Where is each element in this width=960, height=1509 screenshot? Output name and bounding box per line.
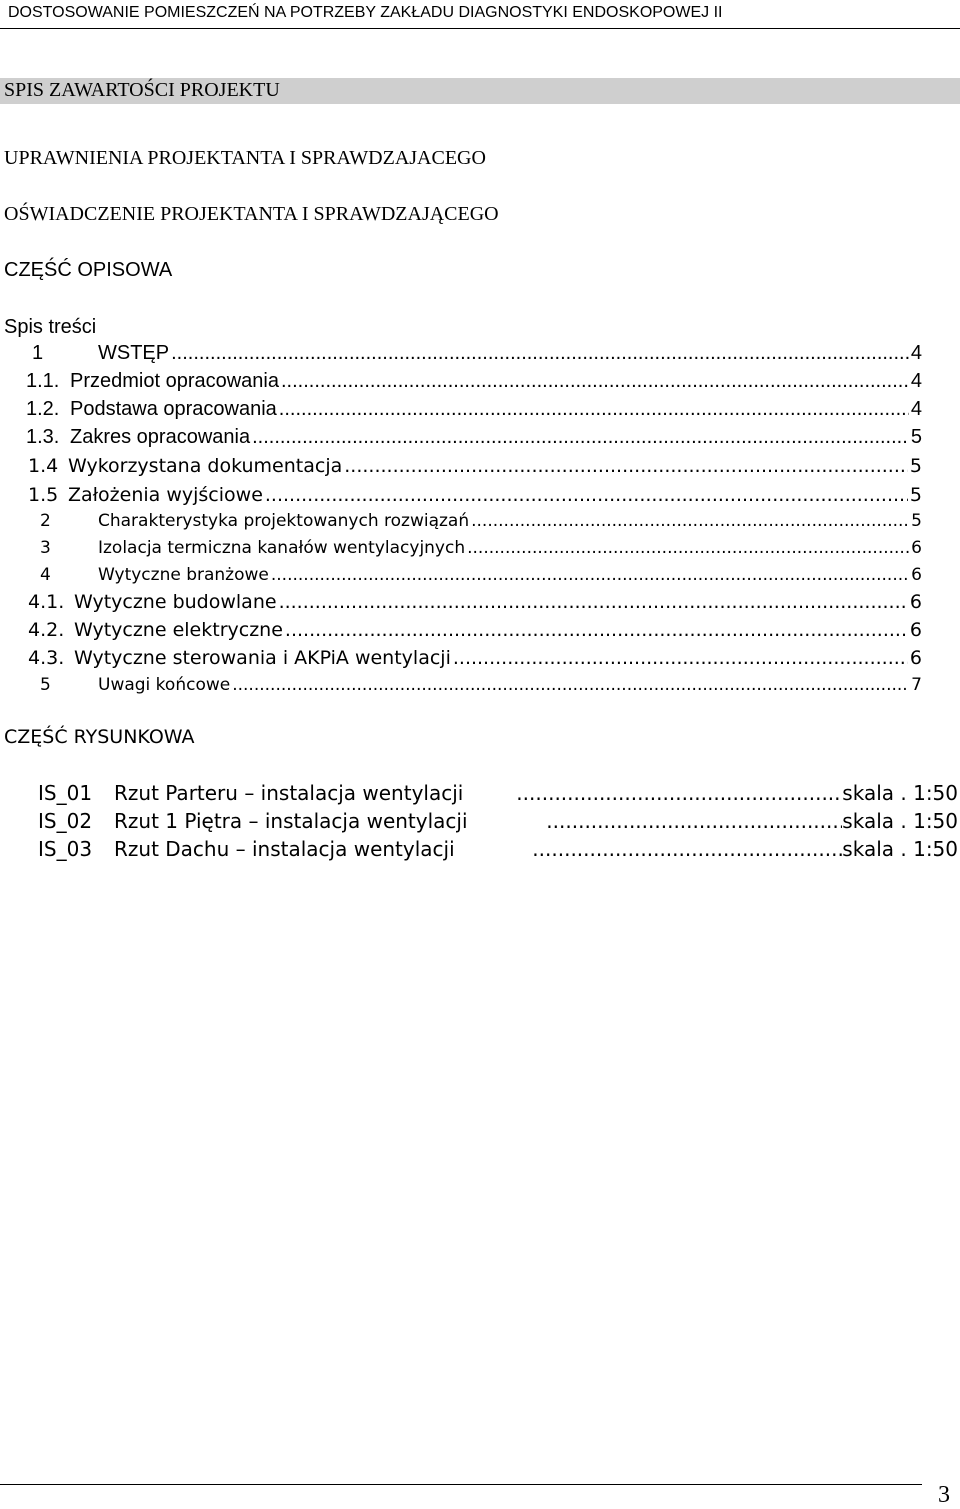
toc-item[interactable] (26, 426, 922, 449)
toc-item-title: Wytyczne budowlane (74, 591, 277, 613)
toc-item[interactable] (26, 398, 922, 421)
toc-item-number: 1.3. (26, 426, 60, 448)
drawing-scale: skala . 1:50 (842, 837, 958, 861)
toc-item-page: 5 (909, 484, 922, 506)
toc-item[interactable] (28, 619, 922, 641)
toc-leader (285, 619, 908, 641)
drawing-scale: skala . 1:50 (842, 781, 958, 805)
drawing-leader (516, 781, 842, 805)
contents-band (0, 78, 960, 104)
toc-item-page: 7 (911, 675, 922, 695)
toc-leader (265, 484, 908, 506)
drawing-scale: skala . 1:50 (842, 809, 958, 833)
toc-item-title: Wykorzystana dokumentacja (68, 455, 343, 477)
toc-leader (232, 675, 909, 695)
toc-item-number: 1.5 (28, 484, 59, 506)
toc-item[interactable] (40, 538, 922, 558)
toc-item-number: 4.2. (28, 619, 65, 641)
header-rule (0, 28, 960, 29)
toc-item-number: 1.2. (26, 398, 60, 420)
document-header-title: DOSTOSOWANIE POMIESZCZEŃ NA POTRZEBY ZAKŁADU DIAGNOSTYKI ENDOSKOPOWEJ II (8, 4, 723, 21)
toc-item-page: 4 (910, 398, 922, 420)
drawing-row[interactable] (38, 837, 958, 861)
toc-item-title: Zakres opracowania (70, 426, 251, 448)
toc-item-page: 5 (910, 426, 922, 448)
toc-leader (467, 538, 909, 558)
toc-item-title: Wytyczne sterowania i AKPiA wentylacji (74, 647, 451, 669)
toc-item[interactable] (32, 342, 922, 365)
toc-item-page: 6 (909, 619, 922, 641)
toc-leader (344, 455, 908, 477)
drawing-title: Rzut Parteru – instalacja wentylacji (114, 781, 464, 805)
toc-item-title: Charakterystyka projektowanych rozwiązań (98, 511, 470, 531)
toc-item-page: 6 (911, 565, 922, 585)
toc-item-number: 1 (32, 342, 44, 364)
toc-item-page: 6 (909, 647, 922, 669)
toc-leader (453, 647, 908, 669)
toc-item[interactable] (28, 455, 922, 477)
toc-item[interactable] (40, 565, 922, 585)
toc-item-page: 6 (911, 538, 922, 558)
toc-leader (279, 398, 909, 421)
drawing-row[interactable] (38, 781, 958, 805)
toc-item-number: 2 (40, 511, 51, 531)
toc-item-number: 5 (40, 675, 51, 695)
drawing-leader (532, 837, 842, 861)
toc-item[interactable] (28, 484, 922, 506)
footer-rule (0, 1484, 922, 1485)
toc-item-title: Izolacja termiczna kanałów wentylacyjnych (98, 538, 466, 558)
toc-item[interactable] (40, 675, 922, 695)
drawing-title: Rzut Dachu – instalacja wentylacji (114, 837, 455, 861)
toc-item-page: 5 (909, 455, 922, 477)
section-uprawnienia: UPRAWNIENIA PROJEKTANTA I SPRAWDZAJACEGO (4, 147, 486, 169)
section-oswiadczenie: OŚWIADCZENIE PROJEKTANTA I SPRAWDZAJĄCEGO (4, 203, 499, 225)
toc-item-title: Wytyczne branżowe (98, 565, 269, 585)
toc-item-page: 4 (910, 342, 922, 364)
drawing-code: IS_02 (38, 809, 93, 833)
toc-item-title: Założenia wyjściowe (68, 484, 263, 506)
toc-item-title: WSTĘP (98, 342, 170, 364)
toc-item-page: 4 (910, 370, 922, 392)
toc-item-number: 3 (40, 538, 51, 558)
section-rysunkowa: CZĘŚĆ RYSUNKOWA (4, 726, 195, 748)
toc-leader (271, 565, 909, 585)
toc-item-title: Wytyczne elektryczne (74, 619, 283, 641)
toc-leader (252, 426, 909, 449)
toc-item-title: Uwagi końcowe (98, 675, 231, 695)
page-number: 3 (938, 1482, 950, 1508)
section-opisowa: CZĘŚĆ OPISOWA (4, 259, 173, 281)
toc-item[interactable] (28, 591, 922, 613)
toc-leader (281, 370, 909, 393)
toc-item[interactable] (28, 647, 922, 669)
drawing-code: IS_03 (38, 837, 93, 861)
drawing-title: Rzut 1 Piętra – instalacja wentylacji (114, 809, 468, 833)
toc-item-title: Podstawa opracowania (70, 398, 277, 420)
toc-item-number: 4.1. (28, 591, 65, 613)
toc-item-number: 4.3. (28, 647, 65, 669)
toc-leader (171, 342, 909, 365)
contents-band-title: SPIS ZAWARTOŚCI PROJEKTU (4, 79, 280, 101)
drawing-row[interactable] (38, 809, 958, 833)
toc-leader (471, 511, 909, 531)
toc-item-number: 1.4 (28, 455, 59, 477)
toc-item[interactable] (26, 370, 922, 393)
toc-item-number: 4 (40, 565, 51, 585)
toc-item-title: Przedmiot opracowania (70, 370, 279, 392)
drawing-leader (546, 809, 842, 833)
toc-leader (279, 591, 908, 613)
toc-item-page: 6 (909, 591, 922, 613)
toc-item-page: 5 (911, 511, 922, 531)
toc-heading: Spis treści (4, 316, 97, 338)
toc-item[interactable] (40, 511, 922, 531)
drawing-code: IS_01 (38, 781, 93, 805)
toc-item-number: 1.1. (26, 370, 60, 392)
